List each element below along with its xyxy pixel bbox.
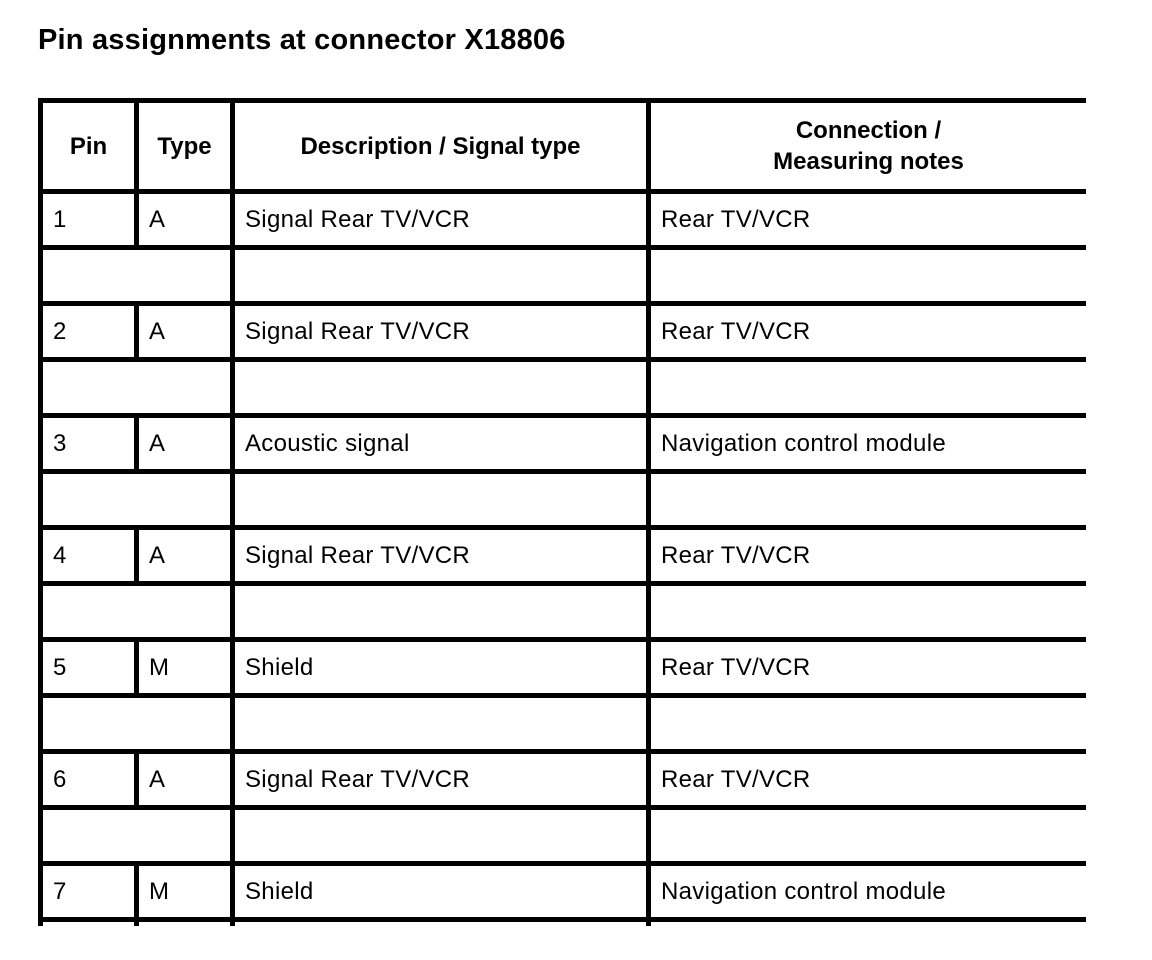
type-cell: A (137, 416, 233, 472)
spacer-row (41, 696, 1087, 752)
header-description: Description / Signal type (233, 101, 649, 192)
pin-cell: 2 (41, 304, 137, 360)
connection-cell: Rear TV/VCR (649, 304, 1087, 360)
spacer-cell (649, 360, 1087, 416)
spacer-cell (41, 584, 233, 640)
spacer-cell (233, 584, 649, 640)
spacer-cell (41, 696, 233, 752)
spacer-row (41, 472, 1087, 528)
pin-cell: 6 (41, 752, 137, 808)
spacer-cell (41, 360, 233, 416)
type-cell: M (137, 864, 233, 920)
spacer-cell (233, 472, 649, 528)
type-cell: M (137, 640, 233, 696)
spacer-cell (649, 472, 1087, 528)
spacer-cell (41, 808, 233, 864)
connection-cell: Navigation control module (649, 864, 1087, 920)
spacer-cell (233, 920, 649, 927)
spacer-cell (233, 696, 649, 752)
table-row (41, 640, 1087, 696)
description-cell: Signal Rear TV/VCR (233, 192, 649, 248)
connection-cell: Rear TV/VCR (649, 752, 1087, 808)
type-cell: A (137, 752, 233, 808)
pin-cell: 3 (41, 416, 137, 472)
spacer-cell (41, 920, 137, 927)
spacer-cell (649, 920, 1087, 927)
connection-cell: Rear TV/VCR (649, 640, 1087, 696)
spacer-cell (137, 920, 233, 927)
connection-cell: Rear TV/VCR (649, 528, 1087, 584)
header-connection-line1: Connection / (795, 117, 942, 144)
continuation-row (41, 920, 1087, 927)
description-cell: Signal Rear TV/VCR (233, 752, 649, 808)
spacer-row (41, 248, 1087, 304)
connection-cell: Navigation control module (649, 416, 1087, 472)
table-header-row (41, 101, 1087, 192)
pin-cell: 5 (41, 640, 137, 696)
header-pin: Pin (41, 101, 137, 192)
type-cell: A (137, 192, 233, 248)
spacer-cell (649, 248, 1087, 304)
description-cell: Signal Rear TV/VCR (233, 304, 649, 360)
description-cell: Signal Rear TV/VCR (233, 528, 649, 584)
description-cell: Shield (233, 864, 649, 920)
table-row (41, 192, 1087, 248)
description-cell: Shield (233, 640, 649, 696)
table-row (41, 864, 1087, 920)
pin-assignment-table (38, 98, 1086, 926)
pin-table-container (38, 98, 1086, 926)
type-cell: A (137, 528, 233, 584)
table-row (41, 528, 1087, 584)
page-title: Pin assignments at connector X18806 (38, 24, 566, 56)
spacer-cell (649, 584, 1087, 640)
table-row (41, 304, 1087, 360)
description-cell: Acoustic signal (233, 416, 649, 472)
spacer-cell (233, 808, 649, 864)
header-connection-line2: Measuring notes (773, 148, 964, 175)
pin-cell: 4 (41, 528, 137, 584)
spacer-row (41, 360, 1087, 416)
pin-cell: 7 (41, 864, 137, 920)
type-cell: A (137, 304, 233, 360)
spacer-row (41, 584, 1087, 640)
spacer-cell (649, 808, 1087, 864)
spacer-cell (41, 248, 233, 304)
header-connection (649, 101, 1087, 192)
header-type: Type (137, 101, 233, 192)
spacer-cell (233, 248, 649, 304)
spacer-cell (41, 472, 233, 528)
table-row (41, 752, 1087, 808)
table-row (41, 416, 1087, 472)
spacer-cell (233, 360, 649, 416)
pin-cell: 1 (41, 192, 137, 248)
spacer-cell (649, 696, 1087, 752)
spacer-row (41, 808, 1087, 864)
connection-cell: Rear TV/VCR (649, 192, 1087, 248)
